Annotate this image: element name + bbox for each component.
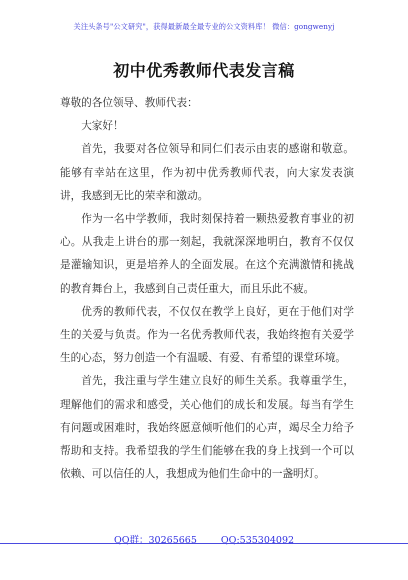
header-banner: 关注头条号"公文研究"，获得最新最全最专业的公文资料库！ 微信：gongwenyj [73,22,335,31]
document-title: 初中优秀教师代表发言稿 [113,61,295,80]
document-body [60,92,354,486]
paragraph-3: 优秀的教师代表，不仅仅在教学上良好，更在于他们对学生的关爱与负责。作为一名优秀教师代表，我始终抱有关爱学生的心态，努力创造一个有温暖、有爱、有希望的课堂环境。 [60,305,354,365]
paragraph-4: 首先，我注重与学生建立良好的师生关系。我尊重学生，理解他们的需求和感受，关心他们的成长和发展。每当有学生有问题或困难时，我始终愿意倾听他们的心声，竭尽全力给予帮助和支持。我希望我的学生们能够在我的身上找到一个可以依赖、可以信任的人，我想成为他们生命中的一盏明灯。 [60,375,354,481]
footer-divider [0,543,408,544]
paragraph-2: 作为一名中学教师，我时刻保持着一颗热爱教育事业的初心。从我走上讲台的那一刻起，我就深深地明白，教育不仅仅是灌输知识，更是培养人的全面发展。在这个充满激情和挑战的教育舞台上，我感到自己责任重大，而且乐此不疲。 [60,213,354,295]
paragraph-1: 首先，我要对各位领导和同仁们表示由衷的感谢和敬意。能够有幸站在这里，作为初中优秀教师代表，向大家发表演讲，我感到无比的荣幸和激动。 [60,143,354,202]
footer-qq-group: QQ群：30265665 [113,535,197,546]
paragraph-greeting: 大家好！ [81,120,124,133]
footer-qq: QQ:535304092 [220,535,295,546]
salutation: 尊敬的各位领导、教师代表： [60,97,198,109]
